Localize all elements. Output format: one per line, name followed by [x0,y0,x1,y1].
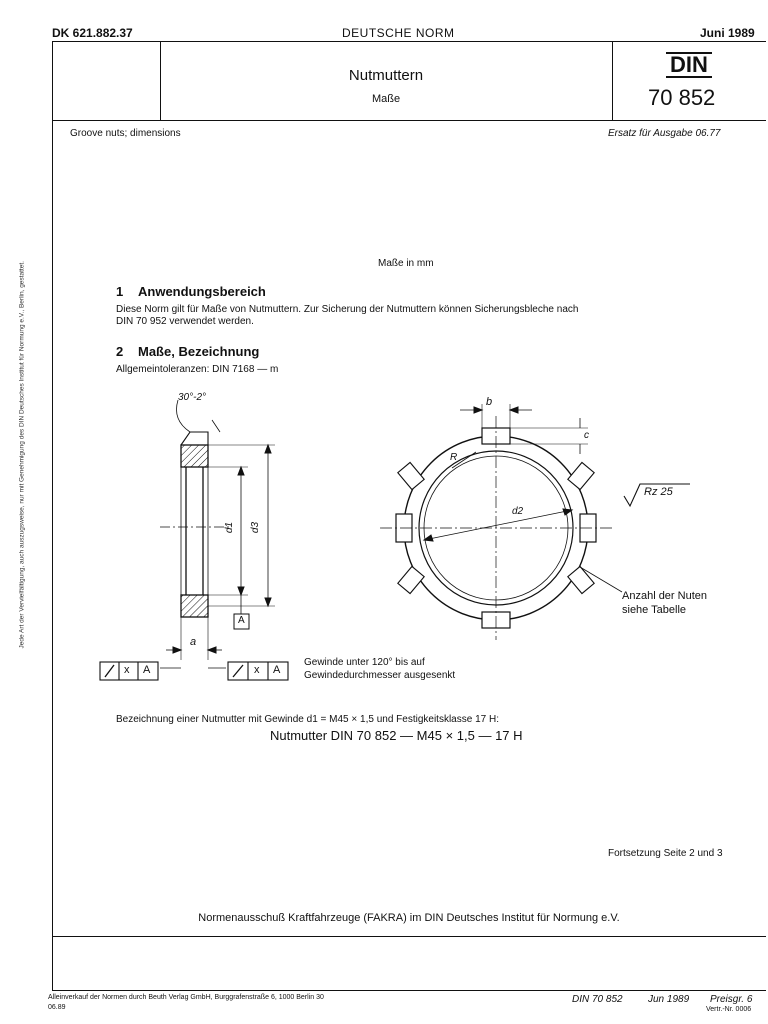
dim-r-label: R [450,452,458,463]
issue-date: Juni 1989 [700,26,755,40]
dim-d3-label: d3 [250,521,262,534]
tol-right-a: A [273,664,281,676]
section2-heading: Maße, Bezeichnung [138,344,260,359]
footer-price-group: Preisgr. 6 [710,994,753,1005]
tol-right-x: x [254,664,260,676]
section1-text-line1: Diese Norm gilt für Maße von Nutmuttern. Zur Sicherung der Nutmuttern können Sicherungsbleche nach [116,304,579,315]
din-number: 70 852 [648,85,716,110]
dim-a-label: a [190,636,197,648]
copyright-side-text: Jede Art der Vervielfältigung, auch auszugsweise, nur mit Genehmigung des DIN Deutsches Institut für Normung e.V., Berlin, gestattet. [18,261,26,649]
dim-d2-label: d2 [512,506,524,517]
roughness-label: Rz 25 [644,486,673,498]
continuation-note: Fortsetzung Seite 2 und 3 [608,848,723,859]
section-bottom-hatch [181,595,208,617]
english-title: Groove nuts; dimensions [70,128,181,139]
section1-number: 1 [116,284,124,299]
committee-line: Normenausschuß Kraftfahrzeuge (FAKRA) im DIN Deutsches Institut für Normung e.V. [198,912,620,924]
side-view-section [160,400,275,668]
section2-number: 2 [116,344,124,359]
dim-c-label: c [584,430,589,441]
replacement-note: Ersatz für Ausgabe 06.77 [608,128,721,139]
angle-label: 30°-2° [178,392,207,403]
datum-a-label: A [238,615,245,626]
general-tolerances: Allgemeintoleranzen: DIN 7168 — m [116,364,279,375]
section-top-hatch [181,445,208,467]
tol-left-a: A [143,664,151,676]
designation-example: Nutmutter DIN 70 852 — M45 × 1,5 — 17 H [270,728,523,743]
footer-sales-number: Vertr.-Nr. 0006 [706,1006,752,1013]
dim-b-label: b [486,396,493,408]
footer-din-ref: DIN 70 852 [572,994,623,1005]
section1-text-line2: DIN 70 952 verwendet werden. [116,316,254,327]
footer-code: 06.89 [48,1004,66,1011]
tol-left-x: x [124,664,130,676]
thread-note-line1: Gewinde unter 120° bis auf [304,657,425,668]
document-subtitle: Maße [371,93,401,105]
document-title: Nutmuttern [348,67,424,84]
grooves-note-line2: siehe Tabelle [622,604,687,616]
committee-divider [52,936,766,937]
dk-number: DK 621.882.37 [52,26,133,40]
footer-date: Jun 1989 [648,994,690,1005]
norm-label: DEUTSCHE NORM [342,26,455,40]
dim-d1-label: d1 [224,521,236,534]
din-logo: DIN [666,52,712,78]
thread-note-line2: Gewindedurchmesser ausgesenkt [304,670,456,681]
units-note: Maße in mm [378,258,434,269]
section1-heading: Anwendungsbereich [138,284,266,299]
grooves-note-line1: Anzahl der Nuten [622,590,707,602]
footer-sales-note: Alleinverkauf der Normen durch Beuth Verlag GmbH, Burggrafenstraße 6, 1000 Berlin 30 [48,994,324,1001]
designation-intro: Bezeichnung einer Nutmutter mit Gewinde d1 = M45 × 1,5 und Festigkeitsklasse 17 H: [116,714,499,725]
